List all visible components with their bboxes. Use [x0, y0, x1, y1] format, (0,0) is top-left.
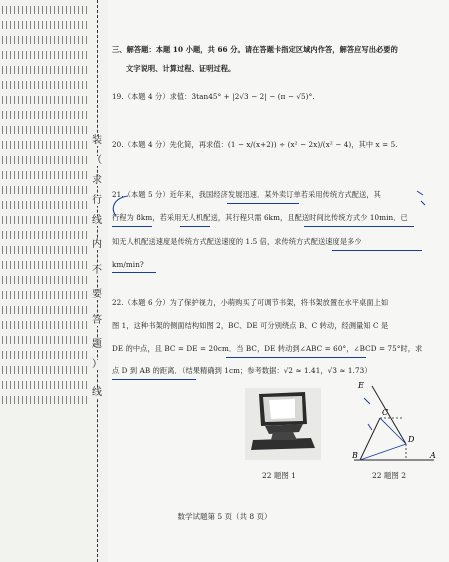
section-heading: 三、解答题：本题 10 小题，共 66 分。请在答题卡指定区域内作答，解答应写出必要的	[112, 45, 398, 54]
question-19: 19.（本题 4 分）求值：3tan45° + |2√3 − 2| − (π − √5)°.	[112, 92, 315, 101]
pen-underline	[112, 226, 152, 227]
binding-label: （	[89, 156, 105, 166]
point-label: D	[408, 435, 415, 444]
pen-underline	[112, 379, 196, 380]
question-22-line-1: 22.（本题 6 分）为了保护视力，小萌购买了可调节书架，将书架放置在水平桌面上如	[112, 298, 389, 307]
hatch-pattern	[2, 6, 90, 406]
point-label: C	[382, 408, 389, 417]
pen-underline	[226, 357, 366, 358]
question-22-line-3: DE 的中点，且 BC = DE = 20cm．当 BC，DE 转动到∠ABC = 60°，∠BCD = 75°时，求	[112, 344, 423, 353]
binding-dashed-line	[97, 0, 98, 562]
binding-label: 不	[89, 266, 105, 276]
pen-underline	[332, 250, 422, 251]
pen-underline	[227, 203, 299, 204]
pen-underline	[304, 226, 414, 227]
binding-label: 行	[89, 196, 105, 206]
geometry-diagram	[350, 378, 440, 470]
section-heading-cont: 文字说明、计算过程、证明过程。	[126, 64, 236, 73]
binding-label: ）	[89, 360, 105, 370]
bookstand-photo	[245, 388, 321, 460]
figure-caption: 22 题图 1	[262, 471, 297, 480]
point-label: E	[358, 381, 364, 390]
pen-underline	[112, 272, 156, 273]
binding-label: 装	[89, 136, 105, 146]
binding-label: 线	[89, 216, 105, 226]
binding-label: 要	[89, 290, 105, 300]
question-21-line-3: 知无人机配送速度是传统方式配送速度的 1.5 倍，求传统方式配送速度是多少	[112, 237, 362, 246]
page-footer: 数学试题第 5 页（共 8 页）	[177, 512, 272, 521]
binding-label: 内	[89, 240, 105, 250]
binding-margin	[0, 0, 108, 562]
point-label: B	[352, 451, 358, 460]
binding-label: 题	[89, 340, 105, 350]
pen-mark	[415, 185, 445, 225]
question-22-line-4: 点 D 到 AB 的距离．（结果精确到 1cm；参考数据：√2 ≈ 1.41，√3 ≈ 1.73）	[112, 366, 372, 375]
binding-label: 线	[89, 388, 105, 398]
pen-underline	[180, 226, 210, 227]
question-21-line-2: 行程为 8km，若采用无人机配送，其行程只需 6km，且配送时间比传统方式少 10min．已	[112, 213, 408, 222]
point-label: A	[430, 451, 436, 460]
binding-label: 答	[89, 316, 105, 326]
pen-mark	[108, 188, 148, 218]
question-22-line-2: 图 1，这种书架的侧面结构如图 2，BC、DE 可分别绕点 B、C 转动，经测量知 C 是	[112, 321, 389, 330]
question-21-line-4: km/min?	[112, 260, 144, 269]
figure-caption: 22 题图 2	[372, 471, 407, 480]
question-20: 20.（本题 4 分）先化简，再求值：(1 − x/(x+2)) ÷ (x² − 2x)/(x² − 4)，其中 x = 5.	[112, 140, 398, 149]
question-21-line-1: 21.（本题 5 分）近年来，我国经济发展迅速．某外卖订单若采用传统方式配送，其	[112, 190, 381, 199]
binding-label: 求	[89, 176, 105, 186]
